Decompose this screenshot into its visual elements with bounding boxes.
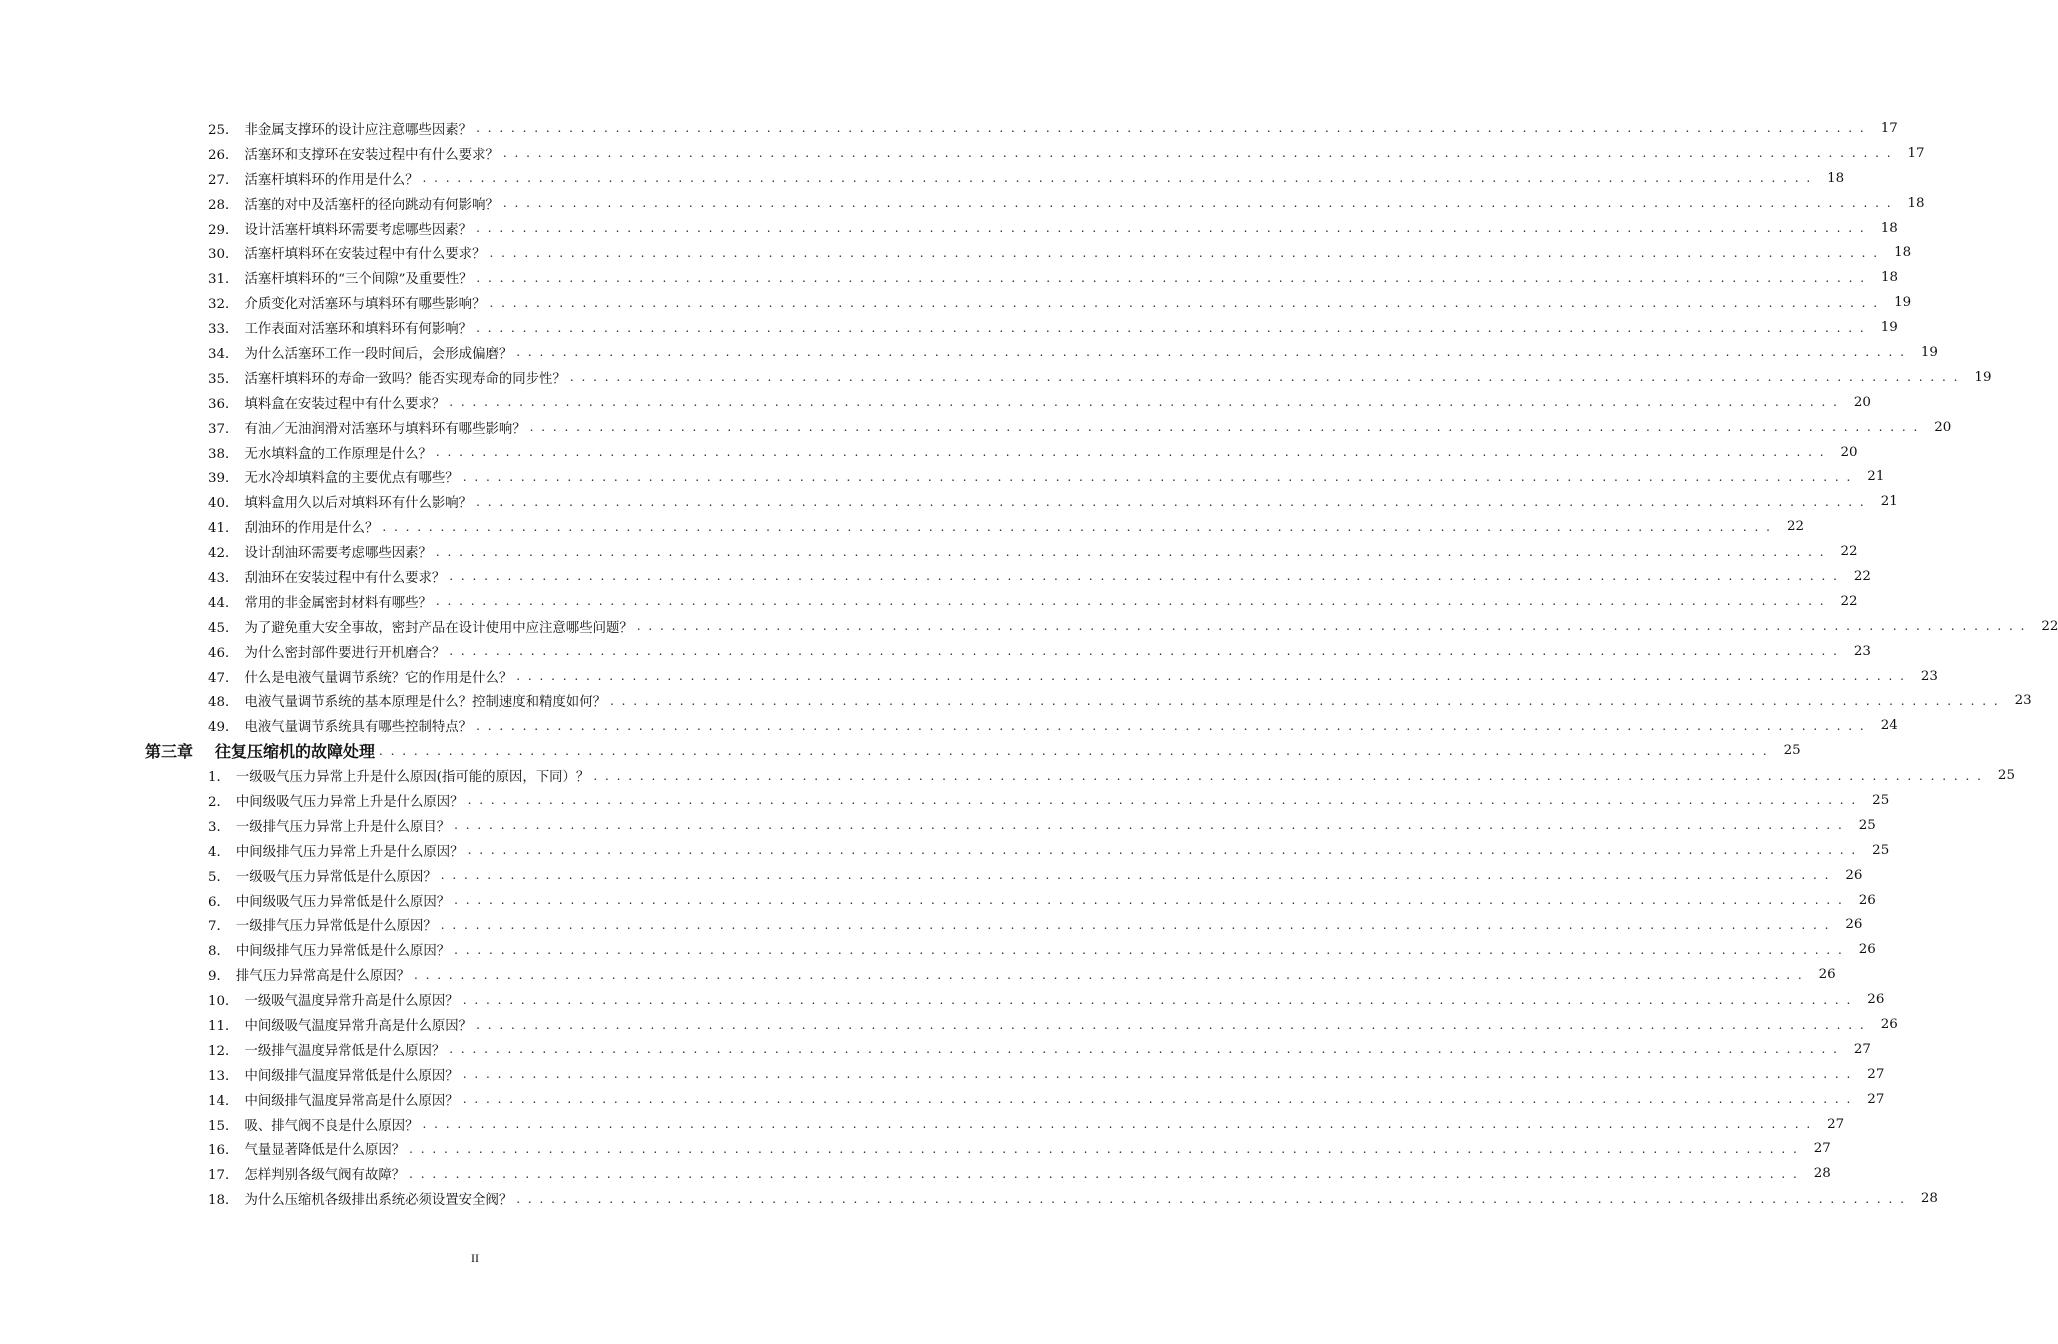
dot-leader: . . . . . . . . . . . . . . . . . . . . . . . . . . . . . . . . . . . . . . . . . . . . . . . . . . . . . . . . . . . . . . . . . . . . . . . . . . . . . . . . . . . . . . . . . . . . . . . . . . . . . . . . . . . . . . . . . . . . . . . . [462,992,1853,1007]
entry-page-number: 17 [1880,120,1898,136]
entry-page-number: 28 [1813,1166,1831,1182]
dot-leader: . . . . . . . . . . . . . . . . . . . . . . . . . . . . . . . . . . . . . . . . . . . . . . . . . . . . . . . . . . . . . . . . . . . . . . . . . . . . . . . . . . . . . . . . . . . . . . . . . . . . . . . . . . . . . . . . . . . . . . . . [409,1141,1799,1156]
toc-entry [0,564,1871,589]
entry-page-number: 26 [1858,892,1876,908]
dot-leader: . . . . . . . . . . . . . . . . . . . . . . . . . . . . . . . . . . . . . . . . . . . . . . . . . . . . . . . . . . . . . . . . . . . . . . . . . . . . . . . . . . . . . . . . . . . . . . . . . . . . . . . . . . . . . . . . . . . . . . . . [422,1117,1813,1132]
entry-number: 4． [208,844,230,860]
entry-number: 41． [208,521,239,537]
dot-leader: . . . . . . . . . . . . . . . . . . . . . . . . . . . . . . . . . . . . . . . . . . . . . . . . . . . . . . . . . . . . . . . . . . . . . . . . . . . . . . . . . . . . . . . . . . . . . . . . . . . . . . . . . . . . . . . . . . . . . . . . [440,917,1831,932]
entry-title: 吸、排气阀不良是什么原因？ [244,1118,419,1134]
entry-number: 2． [208,794,230,810]
entry-page-number: 26 [1845,867,1863,883]
entry-number: 10． [208,994,239,1010]
dot-leader: . . . . . . . . . . . . . . . . . . . . . . . . . . . . . . . . . . . . . . . . . . . . . . . . . . . . . . . . . . . . . . . . . . . . . . . . . . . . . . . . . . . . . . . . . . . . . . . . . . . . . . . . . . . . . . . . . . . . . . . . [502,146,1893,161]
toc-entry [0,713,1898,738]
toc-entry [0,913,1863,938]
entry-page-number: 25 [1872,842,1890,858]
toc-entry [0,937,1876,962]
dot-leader: . . . . . . . . . . . . . . . . . . . . . . . . . . . . . . . . . . . . . . . . . . . . . . . . . . . . . . . . . . . . . . . . . . . . . . . . . . . . . . . . . . . . . . . . . . . . . . . . . . . . . . . . . . . . . . . . . . . . . . . . [476,494,1866,509]
entry-page-number: 26 [1867,992,1885,1008]
dot-leader: . . . . . . . . . . . . . . . . . . . . . . . . . . . . . . . . . . . . . . . . . . . . . . . . . . . . . . . . . . . . . . . . . . . . . . . . . . . . . . . . . . . . . . . . . . . . . . . . . . . . . . . . . . . . . . . . . . . . . . . . [414,967,1804,982]
entry-number: 31． [208,272,239,288]
chapter-number: 第三章 [145,742,194,762]
entry-page-number: 22 [2041,618,2058,634]
entry-number: 27． [208,172,239,188]
entry-title: 电液气量调节系统具有哪些控制特点？ [244,720,473,736]
toc-entry [0,390,1871,415]
entry-title: 中间级排气温度异常低是什么原因？ [244,1068,459,1084]
entry-page-number: 18 [1907,195,1925,211]
dot-leader: . . . . . . . . . . . . . . . . . . . . . . . . . . . . . . . . . . . . . . . . . . . . . . . . . . . . . . . . . . . . . . . . . . . . . . . . . . . . . . . . . . . . . . . . . . . . . . . . . . . . . . . . . . . . . . . . . . . . . . . . [379,743,1769,758]
entry-title: 填料盒用久以后对填料环有什么影响？ [244,496,473,512]
entry-number: 3． [208,819,230,835]
dot-leader: . . . . . . . . . . . . . . . . . . . . . . . . . . . . . . . . . . . . . . . . . . . . . . . . . . . . . . . . . . . . . . . . . . . . . . . . . . . . . . . . . . . . . . . . . . . . . . . . . . . . . . . . . . . . . . . . . . . . . . . . [462,469,1853,484]
entry-title: 设计活塞杆填料环需要考虑哪些因素？ [244,222,473,238]
toc-entry [0,1012,1898,1037]
entry-number: 39． [208,471,239,487]
dot-leader: . . . . . . . . . . . . . . . . . . . . . . . . . . . . . . . . . . . . . . . . . . . . . . . . . . . . . . . . . . . . . . . . . . . . . . . . . . . . . . . . . . . . . . . . . . . . . . . . . . . . . . . . . . . . . . . . . . . . . . . . [462,1067,1853,1082]
toc-entry [0,365,1992,390]
entry-title: 一级吸气温度异常升高是什么原因？ [244,994,459,1010]
entry-title: 一级排气温度异常低是什么原因？ [244,1043,446,1059]
toc-entry [0,987,1885,1012]
entry-title: 一级排气压力异常低是什么原因？ [235,919,437,935]
entry-number: 28． [208,197,239,213]
entry-page-number: 20 [1840,444,1858,460]
toc-entry [0,1161,1831,1186]
toc-entry [0,1186,1938,1211]
entry-page-number: 24 [1880,718,1898,734]
dot-leader: . . . . . . . . . . . . . . . . . . . . . . . . . . . . . . . . . . . . . . . . . . . . . . . . . . . . . . . . . . . . . . . . . . . . . . . . . . . . . . . . . . . . . . . . . . . . . . . . . . . . . . . . . . . . . . . . . . . . . . . . [454,942,1844,957]
toc-entry [0,340,1938,365]
toc-entry [0,1062,1885,1087]
entry-page-number: 20 [1934,419,1952,435]
entry-number: 17． [208,1168,239,1184]
entry-number: 35． [208,371,239,387]
entry-title: 什么是电液气量调节系统？它的作用是什么？ [244,670,513,686]
entry-number: 7． [208,919,230,935]
entry-page-number: 19 [1880,320,1898,336]
toc-entry [0,290,1912,315]
entry-number: 6． [208,894,230,910]
toc-entry [0,116,1898,141]
entry-page-number: 26 [1845,917,1863,933]
toc-entry [0,240,1912,265]
dot-leader: . . . . . . . . . . . . . . . . . . . . . . . . . . . . . . . . . . . . . . . . . . . . . . . . . . . . . . . . . . . . . . . . . . . . . . . . . . . . . . . . . . . . . . . . . . . . . . . . . . . . . . . . . . . . . . . . . . . . . . . . [476,320,1866,335]
entry-number: 47． [208,670,239,686]
entry-number: 34． [208,346,239,362]
entry-page-number: 28 [1920,1191,1938,1207]
toc-entry [0,838,1890,863]
entry-title: 无水填料盒的工作原理是什么？ [244,446,432,462]
dot-leader: . . . . . . . . . . . . . . . . . . . . . . . . . . . . . . . . . . . . . . . . . . . . . . . . . . . . . . . . . . . . . . . . . . . . . . . . . . . . . . . . . . . . . . . . . . . . . . . . . . . . . . . . . . . . . . . . . . . . . . . . [489,245,1880,260]
entry-title: 刮油环的作用是什么？ [244,521,379,537]
entry-title: 中间级吸气压力异常低是什么原因？ [235,894,451,910]
entry-title: 中间级排气温度异常高是什么原因？ [244,1093,459,1109]
entry-number: 16． [208,1143,239,1159]
entry-title: 活塞杆填料环的作用是什么？ [244,172,419,188]
toc-entry [0,415,1952,440]
entry-title: 设计刮油环需要考虑哪些因素？ [244,546,432,562]
dot-leader: . . . . . . . . . . . . . . . . . . . . . . . . . . . . . . . . . . . . . . . . . . . . . . . . . . . . . . . . . . . . . . . . . . . . . . . . . . . . . . . . . . . . . . . . . . . . . . . . . . . . . . . . . . . . . . . . . . . . . . . . [476,121,1866,136]
entry-page-number: 22 [1786,519,1804,535]
entry-page-number: 18 [1827,170,1845,186]
toc-entry [0,664,1938,689]
entry-page-number: 26 [1858,942,1876,958]
dot-leader: . . . . . . . . . . . . . . . . . . . . . . . . . . . . . . . . . . . . . . . . . . . . . . . . . . . . . . . . . . . . . . . . . . . . . . . . . . . . . . . . . . . . . . . . . . . . . . . . . . . . . . . . . . . . . . . . . . . . . . . . [449,644,1839,659]
toc-entry [0,688,2032,713]
entry-title: 为什么密封部件要进行开机磨合？ [244,645,446,661]
dot-leader: . . . . . . . . . . . . . . . . . . . . . . . . . . . . . . . . . . . . . . . . . . . . . . . . . . . . . . . . . . . . . . . . . . . . . . . . . . . . . . . . . . . . . . . . . . . . . . . . . . . . . . . . . . . . . . . . . . . . . . . . [435,544,1826,559]
entry-number: 11． [208,1019,239,1034]
toc-entry [0,639,1871,664]
entry-page-number: 18 [1880,220,1898,236]
entry-page-number: 27 [1813,1141,1831,1157]
entry-page-number: 19 [1974,369,1992,385]
toc-entry [0,1112,1845,1137]
entry-title: 中间级排气压力异常低是什么原因？ [235,944,451,960]
entry-page-number: 25 [1858,817,1876,833]
entry-number: 32． [208,297,239,313]
dot-leader: . . . . . . . . . . . . . . . . . . . . . . . . . . . . . . . . . . . . . . . . . . . . . . . . . . . . . . . . . . . . . . . . . . . . . . . . . . . . . . . . . . . . . . . . . . . . . . . . . . . . . . . . . . . . . . . . . . . . . . . . [454,818,1844,833]
entry-title: 电液气量调节系统的基本原理是什么？控制速度和精度如何？ [244,695,606,711]
dot-leader: . . . . . . . . . . . . . . . . . . . . . . . . . . . . . . . . . . . . . . . . . . . . . . . . . . . . . . . . . . . . . . . . . . . . . . . . . . . . . . . . . . . . . . . . . . . . . . . . . . . . . . . . . . . . . . . . . . . . . . . . [409,1166,1799,1181]
entry-page-number: 19 [1894,295,1912,311]
entry-page-number: 23 [1920,668,1938,684]
entry-number: 13． [208,1068,239,1084]
toc-entry [0,888,1876,913]
entry-page-number: 21 [1880,494,1898,510]
entry-title: 活塞杆填料环的寿命一致吗？能否实现寿命的同步性？ [244,371,566,387]
dot-leader: . . . . . . . . . . . . . . . . . . . . . . . . . . . . . . . . . . . . . . . . . . . . . . . . . . . . . . . . . . . . . . . . . . . . . . . . . . . . . . . . . . . . . . . . . . . . . . . . . . . . . . . . . . . . . . . . . . . . . . . . [382,519,1772,534]
entry-title: 排气压力异常高是什么原因？ [235,969,410,985]
entry-page-number: 22 [1840,593,1858,609]
entry-page-number: 18 [1881,270,1899,286]
toc-entry [0,539,1858,564]
dot-leader: . . . . . . . . . . . . . . . . . . . . . . . . . . . . . . . . . . . . . . . . . . . . . . . . . . . . . . . . . . . . . . . . . . . . . . . . . . . . . . . . . . . . . . . . . . . . . . . . . . . . . . . . . . . . . . . . . . . . . . . . [449,1042,1839,1057]
dot-leader: . . . . . . . . . . . . . . . . . . . . . . . . . . . . . . . . . . . . . . . . . . . . . . . . . . . . . . . . . . . . . . . . . . . . . . . . . . . . . . . . . . . . . . . . . . . . . . . . . . . . . . . . . . . . . . . . . . . . . . . . [593,768,1983,783]
entry-page-number: 20 [1853,394,1871,410]
dot-leader: . . . . . . . . . . . . . . . . . . . . . . . . . . . . . . . . . . . . . . . . . . . . . . . . . . . . . . . . . . . . . . . . . . . . . . . . . . . . . . . . . . . . . . . . . . . . . . . . . . . . . . . . . . . . . . . . . . . . . . . . [529,420,1920,435]
toc-entry [0,216,1898,241]
toc-entry [0,464,1885,489]
entry-title: 常用的非金属密封材料有哪些？ [244,595,432,611]
entry-number: 37． [208,421,239,437]
dot-leader: . . . . . . . . . . . . . . . . . . . . . . . . . . . . . . . . . . . . . . . . . . . . . . . . . . . . . . . . . . . . . . . . . . . . . . . . . . . . . . . . . . . . . . . . . . . . . . . . . . . . . . . . . . . . . . . . . . . . . . . . [467,793,1858,808]
page-number: II [471,1251,479,1265]
entry-title: 一级吸气压力异常低是什么原因？ [235,869,437,885]
entry-number: 36． [208,396,239,412]
entry-page-number: 18 [1894,245,1912,261]
dot-leader: . . . . . . . . . . . . . . . . . . . . . . . . . . . . . . . . . . . . . . . . . . . . . . . . . . . . . . . . . . . . . . . . . . . . . . . . . . . . . . . . . . . . . . . . . . . . . . . . . . . . . . . . . . . . . . . . . . . . . . . . [476,270,1867,285]
toc-entry [0,614,2058,639]
entry-number: 5． [208,869,230,885]
entry-number: 8． [208,944,230,960]
toc-entry [0,141,1925,166]
toc-entry [0,489,1898,514]
dot-leader: . . . . . . . . . . . . . . . . . . . . . . . . . . . . . . . . . . . . . . . . . . . . . . . . . . . . . . . . . . . . . . . . . . . . . . . . . . . . . . . . . . . . . . . . . . . . . . . . . . . . . . . . . . . . . . . . . . . . . . . . [516,669,1906,684]
entry-page-number: 19 [1920,344,1938,360]
toc-entry [0,265,1899,290]
dot-leader: . . . . . . . . . . . . . . . . . . . . . . . . . . . . . . . . . . . . . . . . . . . . . . . . . . . . . . . . . . . . . . . . . . . . . . . . . . . . . . . . . . . . . . . . . . . . . . . . . . . . . . . . . . . . . . . . . . . . . . . . [569,370,1960,385]
entry-page-number: 21 [1867,469,1885,485]
entry-title: 为什么活塞环工作一段时间后，会形成偏磨？ [244,346,513,362]
entry-number: 45． [208,620,239,636]
entry-number: 44． [208,595,239,611]
entry-title: 有油／无油润滑对活塞环与填料环有哪些影响？ [244,421,526,437]
entry-number: 18． [208,1193,239,1209]
entry-title: 气量显著降低是什么原因？ [244,1143,406,1159]
dot-leader: . . . . . . . . . . . . . . . . . . . . . . . . . . . . . . . . . . . . . . . . . . . . . . . . . . . . . . . . . . . . . . . . . . . . . . . . . . . . . . . . . . . . . . . . . . . . . . . . . . . . . . . . . . . . . . . . . . . . . . . . [462,1092,1853,1107]
dot-leader: . . . . . . . . . . . . . . . . . . . . . . . . . . . . . . . . . . . . . . . . . . . . . . . . . . . . . . . . . . . . . . . . . . . . . . . . . . . . . . . . . . . . . . . . . . . . . . . . . . . . . . . . . . . . . . . . . . . . . . . . [502,196,1893,211]
dot-leader: . . . . . . . . . . . . . . . . . . . . . . . . . . . . . . . . . . . . . . . . . . . . . . . . . . . . . . . . . . . . . . . . . . . . . . . . . . . . . . . . . . . . . . . . . . . . . . . . . . . . . . . . . . . . . . . . . . . . . . . . [476,1017,1866,1032]
entry-page-number: 27 [1827,1116,1845,1132]
entry-number: 15． [208,1118,239,1134]
entry-title: 一级排气压力异常上升是什么原目？ [235,819,451,835]
toc-entry [0,1037,1871,1062]
dot-leader: . . . . . . . . . . . . . . . . . . . . . . . . . . . . . . . . . . . . . . . . . . . . . . . . . . . . . . . . . . . . . . . . . . . . . . . . . . . . . . . . . . . . . . . . . . . . . . . . . . . . . . . . . . . . . . . . . . . . . . . . [454,893,1844,908]
entry-title: 刮油环在安装过程中有什么要求？ [244,570,446,586]
toc-entry [0,440,1858,465]
dot-leader: . . . . . . . . . . . . . . . . . . . . . . . . . . . . . . . . . . . . . . . . . . . . . . . . . . . . . . . . . . . . . . . . . . . . . . . . . . . . . . . . . . . . . . . . . . . . . . . . . . . . . . . . . . . . . . . . . . . . . . . . [489,295,1880,310]
entry-number: 29． [208,222,239,238]
entry-title: 中间级吸气温度异常升高是什么原因？ [244,1019,473,1034]
dot-leader: . . . . . . . . . . . . . . . . . . . . . . . . . . . . . . . . . . . . . . . . . . . . . . . . . . . . . . . . . . . . . . . . . . . . . . . . . . . . . . . . . . . . . . . . . . . . . . . . . . . . . . . . . . . . . . . . . . . . . . . . [440,868,1831,883]
entry-number: 46． [208,645,239,661]
entry-page-number: 26 [1818,967,1836,983]
entry-page-number: 22 [1840,544,1858,560]
toc-entry [0,863,1863,888]
dot-leader: . . . . . . . . . . . . . . . . . . . . . . . . . . . . . . . . . . . . . . . . . . . . . . . . . . . . . . . . . . . . . . . . . . . . . . . . . . . . . . . . . . . . . . . . . . . . . . . . . . . . . . . . . . . . . . . . . . . . . . . . [476,718,1866,733]
entry-title: 一级吸气压力异常上升是什么原因(指可能的原因，下同）？ [235,770,590,786]
entry-title: 活塞的对中及活塞杆的径向跳动有何影响？ [244,197,499,213]
dot-leader: . . . . . . . . . . . . . . . . . . . . . . . . . . . . . . . . . . . . . . . . . . . . . . . . . . . . . . . . . . . . . . . . . . . . . . . . . . . . . . . . . . . . . . . . . . . . . . . . . . . . . . . . . . . . . . . . . . . . . . . . [449,395,1839,410]
entry-page-number: 23 [2014,693,2032,709]
dot-leader: . . . . . . . . . . . . . . . . . . . . . . . . . . . . . . . . . . . . . . . . . . . . . . . . . . . . . . . . . . . . . . . . . . . . . . . . . . . . . . . . . . . . . . . . . . . . . . . . . . . . . . . . . . . . . . . . . . . . . . . . [636,619,2027,634]
entry-title: 无水冷却填料盒的主要优点有哪些？ [244,471,459,487]
toc-entry [0,1087,1885,1112]
entry-title: 活塞杆填料环在安装过程中有什么要求？ [244,247,486,263]
entry-title: 中间级吸气压力异常上升是什么原因？ [235,794,464,810]
toc-chapter-heading [0,738,1801,763]
dot-leader: . . . . . . . . . . . . . . . . . . . . . . . . . . . . . . . . . . . . . . . . . . . . . . . . . . . . . . . . . . . . . . . . . . . . . . . . . . . . . . . . . . . . . . . . . . . . . . . . . . . . . . . . . . . . . . . . . . . . . . . . [516,1191,1906,1206]
entry-title: 中间级排气压力异常上升是什么原因？ [235,844,464,860]
toc-entry [0,514,1804,539]
dot-leader: . . . . . . . . . . . . . . . . . . . . . . . . . . . . . . . . . . . . . . . . . . . . . . . . . . . . . . . . . . . . . . . . . . . . . . . . . . . . . . . . . . . . . . . . . . . . . . . . . . . . . . . . . . . . . . . . . . . . . . . . [435,445,1826,460]
entry-number: 33． [208,322,239,338]
entry-page-number: 22 [1853,568,1871,584]
entry-page-number: 26 [1880,1017,1898,1032]
entry-page-number: 27 [1867,1091,1885,1107]
toc-entry [0,315,1898,340]
entry-title: 为了避免重大安全事故，密封产品在设计使用中应注意哪些问题？ [244,620,633,636]
entry-number: 12． [208,1043,239,1059]
toc-entry [0,962,1836,987]
dot-leader: . . . . . . . . . . . . . . . . . . . . . . . . . . . . . . . . . . . . . . . . . . . . . . . . . . . . . . . . . . . . . . . . . . . . . . . . . . . . . . . . . . . . . . . . . . . . . . . . . . . . . . . . . . . . . . . . . . . . . . . . [476,221,1866,235]
toc-entry [0,589,1858,614]
entry-title: 非金属支撑环的设计应注意哪些因素？ [244,122,473,138]
entry-page-number: 23 [1853,643,1871,659]
entry-number: 9． [208,969,230,985]
toc-entry [0,813,1876,838]
entry-title: 填料盒在安装过程中有什么要求？ [244,396,446,412]
entry-title: 为什么压缩机各级排出系统必须设置安全阀？ [244,1193,513,1209]
entry-number: 40． [208,496,239,512]
entry-number: 43． [208,570,239,586]
table-of-contents [0,116,2058,1211]
entry-number: 1． [208,770,230,786]
entry-number: 25． [208,122,239,138]
entry-page-number: 27 [1867,1066,1885,1082]
dot-leader: . . . . . . . . . . . . . . . . . . . . . . . . . . . . . . . . . . . . . . . . . . . . . . . . . . . . . . . . . . . . . . . . . . . . . . . . . . . . . . . . . . . . . . . . . . . . . . . . . . . . . . . . . . . . . . . . . . . . . . . . [422,171,1813,186]
entry-title: 怎样判别各级气阀有故障？ [244,1168,406,1184]
dot-leader: . . . . . . . . . . . . . . . . . . . . . . . . . . . . . . . . . . . . . . . . . . . . . . . . . . . . . . . . . . . . . . . . . . . . . . . . . . . . . . . . . . . . . . . . . . . . . . . . . . . . . . . . . . . . . . . . . . . . . . . . [516,345,1906,360]
entry-number: 14． [208,1093,239,1109]
dot-leader: . . . . . . . . . . . . . . . . . . . . . . . . . . . . . . . . . . . . . . . . . . . . . . . . . . . . . . . . . . . . . . . . . . . . . . . . . . . . . . . . . . . . . . . . . . . . . . . . . . . . . . . . . . . . . . . . . . . . . . . . [467,843,1858,858]
toc-entry [0,166,1845,191]
chapter-title: 往复压缩机的故障处理 [215,742,376,762]
entry-page-number: 25 [1997,768,2015,784]
toc-entry [0,763,2015,788]
dot-leader: . . . . . . . . . . . . . . . . . . . . . . . . . . . . . . . . . . . . . . . . . . . . . . . . . . . . . . . . . . . . . . . . . . . . . . . . . . . . . . . . . . . . . . . . . . . . . . . . . . . . . . . . . . . . . . . . . . . . . . . . [609,693,2000,708]
entry-number: 42． [208,546,239,562]
entry-number: 30． [208,247,239,263]
entry-title: 介质变化对活塞环与填料环有哪些影响？ [244,297,486,313]
entry-number: 49． [208,720,239,736]
toc-entry [0,191,1925,216]
dot-leader: . . . . . . . . . . . . . . . . . . . . . . . . . . . . . . . . . . . . . . . . . . . . . . . . . . . . . . . . . . . . . . . . . . . . . . . . . . . . . . . . . . . . . . . . . . . . . . . . . . . . . . . . . . . . . . . . . . . . . . . . [449,569,1839,584]
entry-number: 38． [208,446,239,462]
entry-title: 工作表面对活塞环和填料环有何影响？ [244,322,473,338]
entry-page-number: 17 [1907,145,1925,161]
entry-title: 活塞环和支撑环在安装过程中有什么要求？ [244,147,499,163]
entry-number: 26． [208,147,239,163]
entry-page-number: 25 [1872,792,1890,808]
entry-title: 活塞杆填料环的“三个间隙”及重要性？ [244,272,473,288]
entry-number: 48． [208,695,239,711]
entry-page-number: 25 [1783,743,1801,759]
dot-leader: . . . . . . . . . . . . . . . . . . . . . . . . . . . . . . . . . . . . . . . . . . . . . . . . . . . . . . . . . . . . . . . . . . . . . . . . . . . . . . . . . . . . . . . . . . . . . . . . . . . . . . . . . . . . . . . . . . . . . . . . [435,594,1826,609]
entry-page-number: 27 [1853,1041,1871,1057]
toc-entry [0,788,1890,813]
toc-entry [0,1137,1831,1162]
